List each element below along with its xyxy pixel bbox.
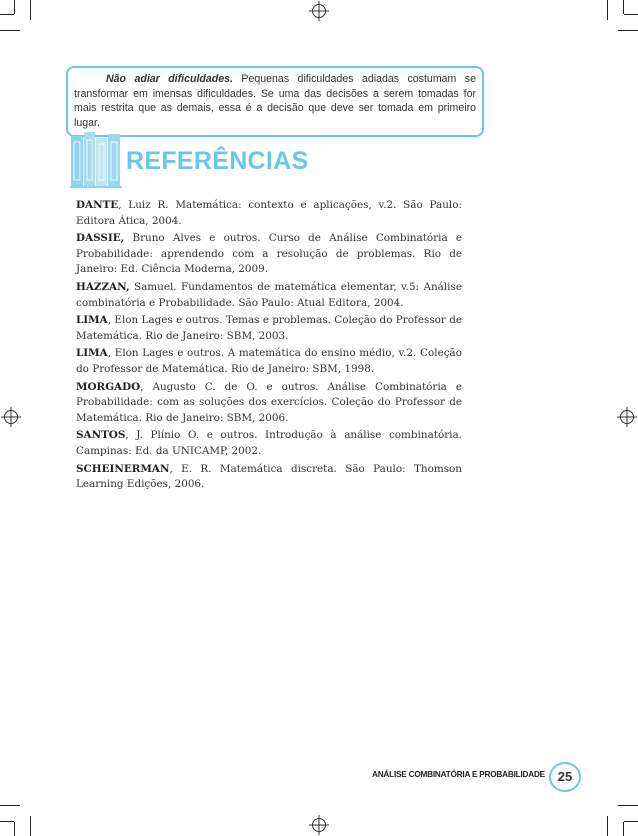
reference-text: , Elon Lages e outros. A matemática do ensino médio, v.2. Coleção do Professor de Matemática. Rio de Janeiro: SBM, 1998. xyxy=(76,347,462,375)
page-number: 25 xyxy=(549,762,581,792)
reference-text: , J. Plínio O. e outros. Introdução à análise combinatória. Campinas: Ed. da UNICAMP, 2002. xyxy=(76,429,462,457)
reference-author: SCHEINERMAN xyxy=(76,462,170,475)
reference-text: Bruno Alves e outros. Curso de Análise Combinatória e Probabilidade: aprendendo com a resolução de problemas. Rio de Janeiro: Ed. Ciência Moderna, 2009. xyxy=(76,232,462,276)
registration-mark-right xyxy=(620,410,634,424)
tip-lead: Não adiar dificuldades. xyxy=(106,73,233,85)
reference-item xyxy=(76,231,462,278)
reference-author: SANTOS xyxy=(76,429,126,442)
reference-item xyxy=(76,346,462,377)
reference-item xyxy=(76,428,462,459)
reference-text: , Elon Lages e outros. Temas e problemas. Coleção do Professor de Matemática. Rio de Janeiro: SBM, 2003. xyxy=(76,314,462,342)
reference-author: DANTE xyxy=(76,199,119,211)
reference-author: LIMA xyxy=(76,314,108,327)
reference-text: , Luiz R. Matemática: contexto e aplicações, v.2. São Paulo: Editora Ática, 2004. xyxy=(76,199,462,227)
registration-mark-bottom xyxy=(312,818,326,832)
reference-author: LIMA xyxy=(76,347,108,360)
reference-list xyxy=(76,198,462,495)
reference-author: DASSIE, xyxy=(76,232,125,245)
reference-item xyxy=(76,380,462,427)
reference-text: , Augusto C. de O. e outros. Análise Combinatória e Probabilidade: com as soluções dos exercícios. Coleção do Professor de Matemática. Rio de Janeiro: SBM, 2006. xyxy=(76,380,462,424)
reference-author: HAZZAN, xyxy=(76,280,130,293)
reference-item xyxy=(76,198,462,229)
tip-text: Pequenas dificuldades adiadas costumam se transformar em imensas dificuldades. Se uma das decisões a serem tomadas for mais restrita que as demais, essa é a decisão que deve ser tomada em primeiro lugar. xyxy=(74,73,476,129)
section-title: REFERÊNCIAS xyxy=(126,147,309,175)
reference-item xyxy=(76,313,462,344)
reference-item xyxy=(76,462,462,493)
tip-box xyxy=(66,66,484,137)
reference-text: , E. R. Matemática discreta. São Paulo: Thomson Learning Edições, 2006. xyxy=(76,462,462,491)
section-header xyxy=(70,130,470,190)
reference-item xyxy=(76,280,462,311)
reference-text: Samuel. Fundamentos de matemática elementar, v.5: Análise combinatória e Probabilidade. São Paulo: Atual Editora, 2004. xyxy=(76,280,462,309)
books-icon xyxy=(70,132,122,188)
registration-mark-top xyxy=(312,4,326,18)
reference-author: MORGADO xyxy=(76,380,141,393)
registration-mark-left xyxy=(4,410,18,424)
running-title: ANÁLISE COMBINATÓRIA E PROBABILIDADE xyxy=(372,770,545,779)
